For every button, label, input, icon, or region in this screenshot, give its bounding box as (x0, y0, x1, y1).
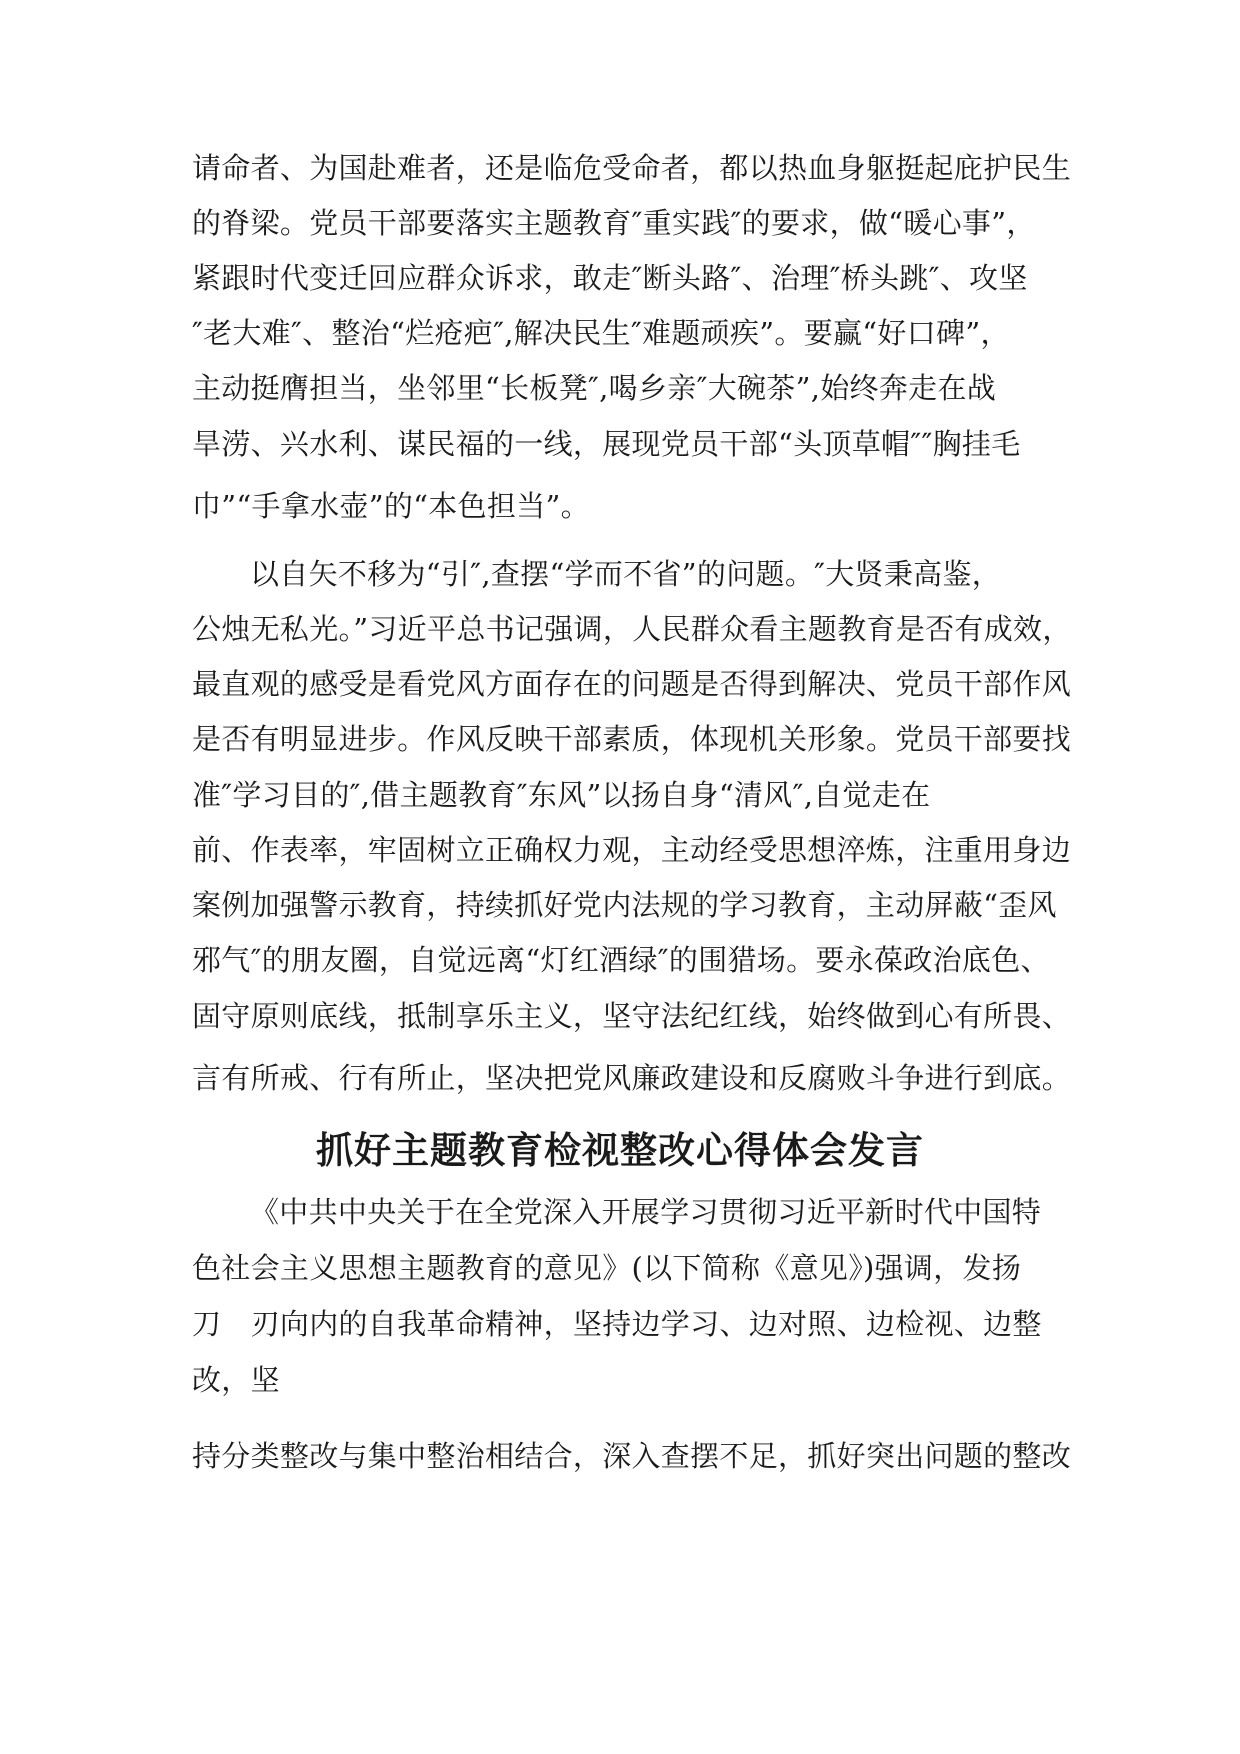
text-line: 色社会主义思想主题教育的意见》(以下简称《意见》)强调，发扬 (192, 1251, 1022, 1285)
text-line: 以自矢不移为“引″,查摆“学而不省”的问题。″大贤秉高鉴， (250, 557, 1002, 591)
text-line: 旱涝、兴水利、谋民福的一线，展现党员干部“头顶草帽″″胸挂毛 (192, 427, 1021, 461)
text-line: 案例加强警示教育，持续抓好党内法规的学习教育，主动屏蔽“歪风 (192, 888, 1057, 922)
text-line: 准″学习目的″,借主题教育″东风”以扬自身“清风″,自觉走在 (192, 778, 931, 812)
text-line: 言有所戒、行有所止，坚决把党风廉政建设和反腐败斗争进行到底。 (192, 1061, 1072, 1095)
text-line: 巾”“手拿水壶”的“本色担当”。 (192, 489, 590, 523)
text-line: 刀 刃向内的自我革命精神，坚持边学习、边对照、边检视、边整 (192, 1307, 1042, 1341)
text-line: 紧跟时代变迁回应群众诉求，敢走″断头路″、治理″桥头跳″、攻坚 (192, 261, 1028, 295)
text-line: 的脊梁。党员干部要落实主题教育″重实践″的要求，做“暖心事”， (192, 206, 1036, 240)
text-line: 持分类整改与集中整治相结合，深入查摆不足，抓好突出问题的整改 (192, 1439, 1072, 1473)
text-line: 主动挺膺担当，坐邻里“长板凳″,喝乡亲″大碗茶”,始终奔走在战 (192, 371, 997, 405)
text-line: 邪气″的朋友圈，自觉远离“灯红酒绿″的围猎场。要永葆政治底色、 (192, 943, 1050, 977)
section-heading: 抓好主题教育检视整改心得体会发言 (316, 1129, 924, 1172)
text-line: 前、作表率，牢固树立正确权力观，主动经受思想淬炼，注重用身边 (192, 833, 1072, 867)
text-line: 《中共中央关于在全党深入开展学习贯彻习近平新时代中国特 (250, 1195, 1042, 1229)
text-line: 改，坚 (192, 1363, 280, 1397)
text-line: ″老大难″、整治“烂疮疤″,解决民生″难题顽疾”。要赢“好口碑”， (192, 316, 1010, 350)
text-line: 固守原则底线，抵制享乐主义，坚守法纪红线，始终做到心有所畏、 (192, 999, 1072, 1033)
text-line: 请命者、为国赴难者，还是临危受命者，都以热血身躯挺起庇护民生 (192, 151, 1072, 185)
text-line: 最直观的感受是看党风方面存在的问题是否得到解决、党员干部作风 (192, 667, 1072, 701)
text-line: 是否有明显进步。作风反映干部素质，体现机关形象。党员干部要找 (192, 722, 1072, 756)
text-line: 公烛无私光。”习近平总书记强调，人民群众看主题教育是否有成效， (192, 612, 1072, 646)
